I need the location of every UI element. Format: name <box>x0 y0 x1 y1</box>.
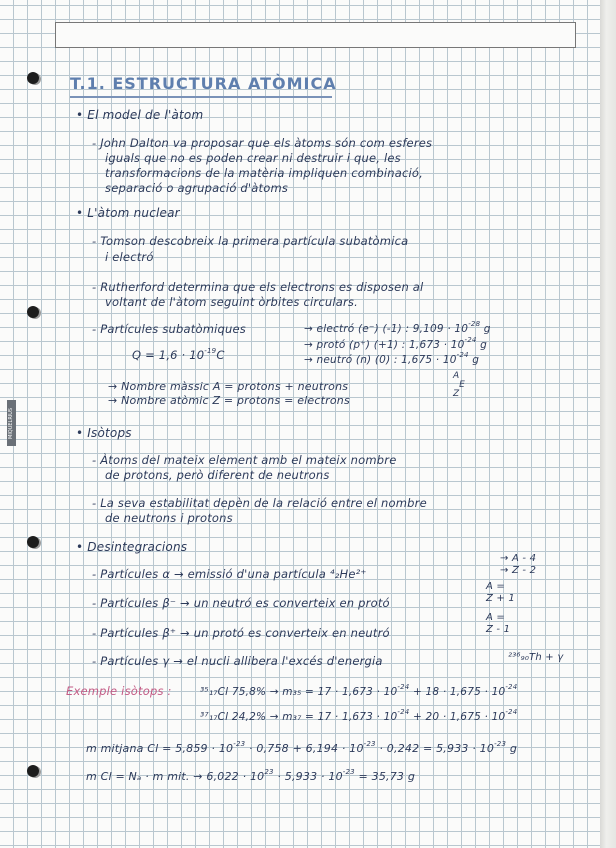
binder-hole <box>27 72 39 84</box>
particle-neutron: → neutró (n) (0) : $1,675 \cdot 10^{-24}$ g <box>304 351 480 366</box>
brand-label: MIQUELRIUS <box>7 400 16 446</box>
section-heading-isotops: • Isòtops <box>76 426 132 440</box>
binder-hole <box>27 765 39 777</box>
model-line: separació o agrupació d'àtoms <box>105 181 289 195</box>
example-cl37: ³⁷₁₇Cl $24,2\% \to m_{37} = 17 \cdot 1,673 \cdot 10^{-24} + 20 \cdot 1,675 \cdot 10^{-24}$ <box>200 708 518 723</box>
rutherford-line: voltant de l'àtom seguint òrbites circulars. <box>105 295 358 309</box>
beta-plus-result: A = Z - 1 <box>486 612 511 635</box>
example-label: Exemple isòtops : <box>66 684 172 698</box>
model-line: transformacions de la matèria impliquen combinació, <box>105 166 423 180</box>
alpha-line: - Partícules α → emissió d'una partícula ⁴₂He²⁺ <box>92 567 367 581</box>
header-box <box>55 22 576 48</box>
model-line: iguals que no es poden crear ni destruir i que, les <box>105 151 401 165</box>
beta-minus-line: - Partícules β⁻ → un neutró es converteix en protó <box>92 596 390 610</box>
example-mitjana: m mitjana $Cl = 5,859 \cdot 10^{-23} \cdot 0,758 + 6,194 \cdot 10^{-23} \cdot 0,242 = 5,933 \cdot 10^{-23}$ g <box>86 740 518 755</box>
isotops-line: de neutrons i protons <box>105 511 233 525</box>
binder-hole <box>27 536 39 548</box>
title-underline <box>70 96 332 98</box>
page-title: T.1. ESTRUCTURA ATÒMICA <box>70 74 337 93</box>
particle-proton: → protó (p⁺) (+1) : $1,673 \cdot 10^{-24}$ g <box>304 336 487 351</box>
isotops-line: de protons, però diferent de neutrons <box>105 468 330 482</box>
alpha-result: → A - 4 → Z - 2 <box>500 553 537 576</box>
section-heading-model: • El model de l'àtom <box>76 108 204 122</box>
atomic-number: → Nombre atòmic Z = protons = electrons <box>108 394 350 407</box>
example-total: m Cl = Nₐ · m mit. → $6,022 \cdot 10^{23} \cdot 5,933 \cdot 10^{-23} = 35,73$ g <box>86 768 415 783</box>
element-notation: A E Z <box>453 371 466 399</box>
charge-value: $Q = 1,6 \cdot 10^{-19}C$ <box>132 347 225 362</box>
particle-electron: → electró (e⁻) (-1) : $9,109 \cdot 10^{-28}$ g <box>304 320 491 335</box>
mass-number: → Nombre màssic A = protons + neutrons <box>108 380 349 393</box>
model-line: - John Dalton va proposar que els àtoms són com esferes <box>92 136 433 150</box>
gamma-result: ²³⁶₉₀Th + γ <box>508 652 564 663</box>
section-heading-desintegracions: • Desintegracions <box>76 540 188 554</box>
binder-hole <box>27 306 39 318</box>
beta-minus-result: A = Z + 1 <box>486 581 515 604</box>
example-cl35: ³⁵₁₇Cl $75,8\% \to m_{35} = 17 \cdot 1,673 \cdot 10^{-24} + 18 \cdot 1,675 \cdot 10^{-24}$ <box>200 683 518 698</box>
particles-label: - Partícules subatòmiques <box>92 322 246 336</box>
beta-plus-line: - Partícules β⁺ → un protó es converteix en neutró <box>92 626 390 640</box>
isotops-line: - Àtoms del mateix element amb el mateix nombre <box>92 453 397 467</box>
isotops-line: - La seva estabilitat depèn de la relació entre el nombre <box>92 496 427 510</box>
page-edge <box>600 0 616 848</box>
rutherford-line: - Rutherford determina que els electrons es disposen al <box>92 280 424 294</box>
gamma-line: - Partícules γ → el nucli allibera l'excés d'energia <box>92 654 383 668</box>
section-heading-nuclear: • L'àtom nuclear <box>76 206 180 220</box>
tomson-line: - Tomson descobreix la primera partícula subatòmica <box>92 234 409 248</box>
tomson-line: i electró <box>105 250 154 264</box>
